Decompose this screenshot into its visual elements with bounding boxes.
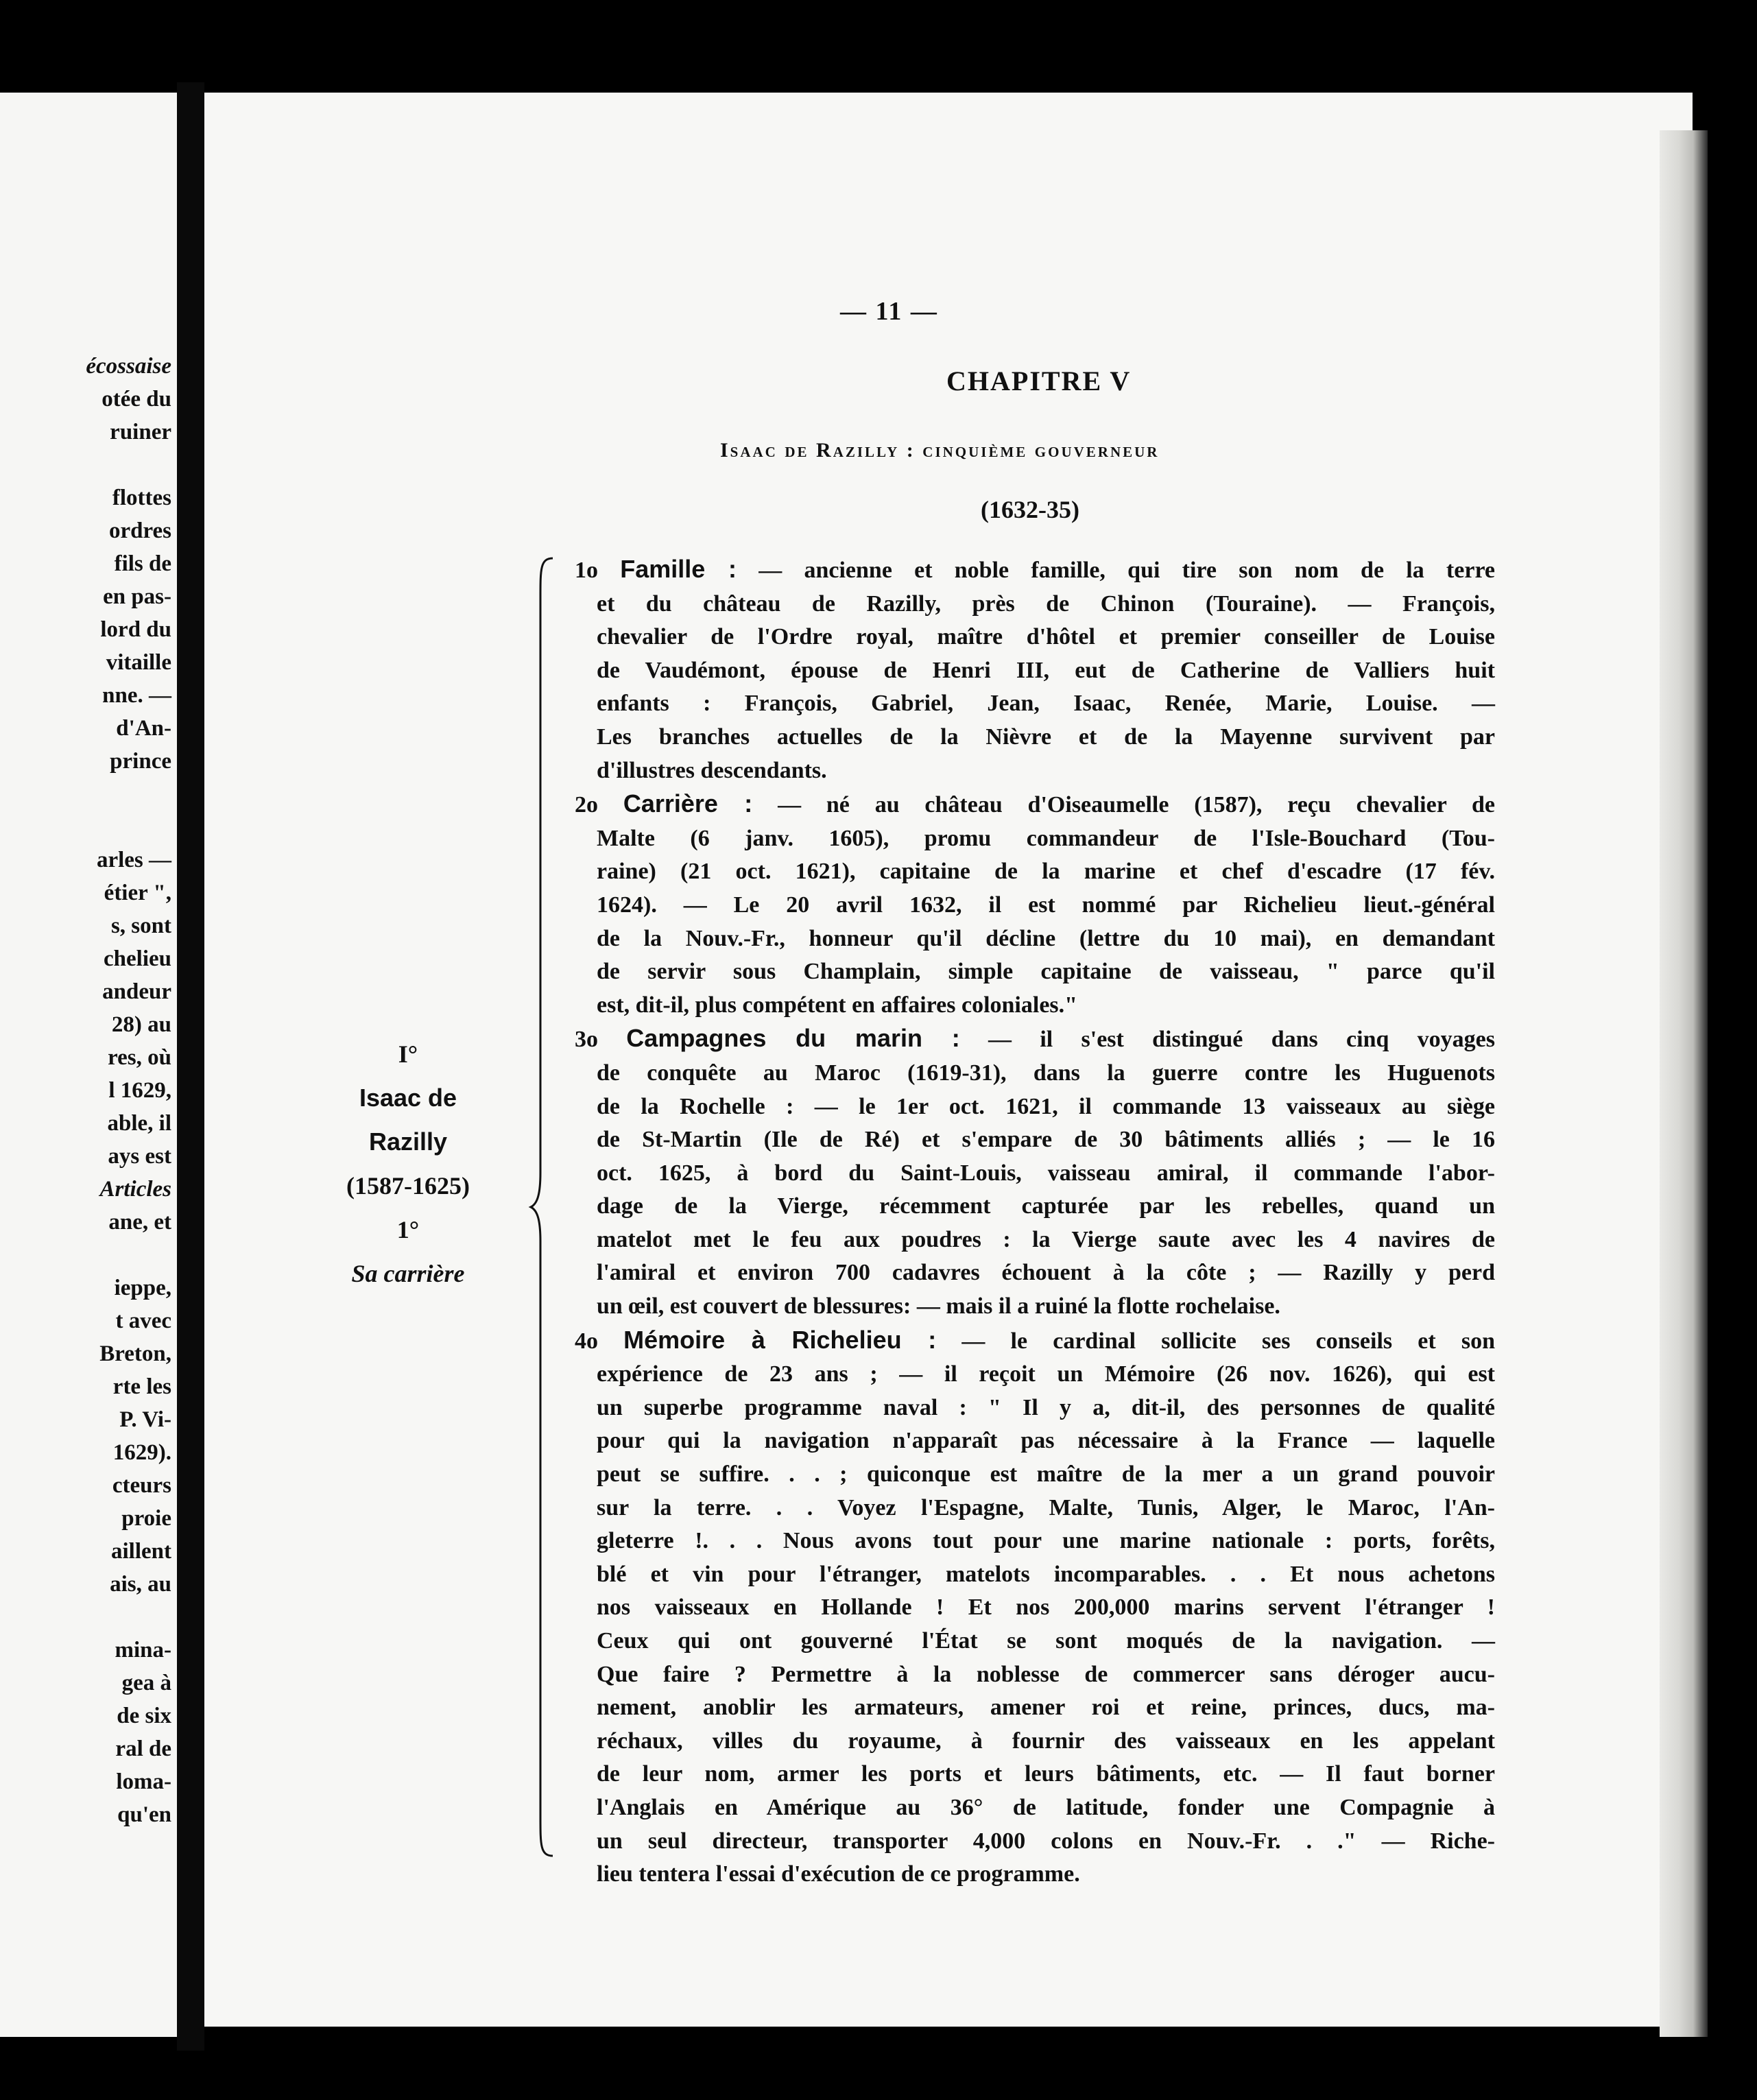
text-line (575, 721, 1495, 754)
line-text: sur la terre. . . Voyez l'Espagne, Malte, Tunis, Alger, le Maroc, l'An- (597, 1494, 1495, 1520)
margin-name-line1: Isaac de (359, 1084, 457, 1112)
line-text: est, dit-il, plus compétent en affaires coloniales." (597, 992, 1078, 1018)
line-text: — le cardinal sollicite ses conseils et son (961, 1328, 1495, 1354)
line-text: — né au château d'Oiseaumelle (1587), reçu chevalier de (778, 792, 1496, 818)
line-text: enfants : François, Gabriel, Jean, Isaac, Renée, Marie, Louise. — (597, 691, 1495, 717)
line-text: un seul directeur, transporter 4,000 colons en Nouv.-Fr. . ." — Riche- (597, 1828, 1495, 1854)
line-text: de leur nom, armer les ports et leurs bâtiments, etc. — Il faut borner (597, 1761, 1495, 1787)
section-heading: Carrière : (623, 789, 753, 818)
left-page-line (7, 1601, 171, 1634)
line-text: peut se suffire. . . ; quiconque est maître de la mer a un grand pouvoir (597, 1461, 1495, 1488)
left-page-line: 28) au (111, 1012, 171, 1037)
line-text: blé et vin pour l'étranger, matelots incomparables. . . Et nous achetons (597, 1561, 1495, 1587)
line-text: expérience de 23 ans ; — il reçoit un Mémoire (26 nov. 1626), qui est (597, 1361, 1495, 1387)
section-heading: Famille : (620, 555, 737, 583)
section-number: 2o (575, 792, 623, 818)
left-page-line: flottes (112, 486, 171, 510)
left-page-line: otée du (101, 387, 171, 411)
text-line (575, 1591, 1495, 1625)
line-text: Ceux qui ont gouverné l'État se sont moqués de la navigation. — (597, 1628, 1495, 1654)
left-page-line: ordres (108, 518, 171, 543)
line-text: chevalier de l'Ordre royal, maître d'hôtel et premier conseiller de Louise (597, 624, 1495, 650)
left-page-line: s, sont (110, 914, 171, 938)
line-text: nos vaisseaux en Hollande ! Et nos 200,000 marins servent l'étranger ! (597, 1595, 1495, 1621)
section-4 (575, 1324, 1495, 1892)
text-line (575, 1725, 1495, 1758)
section-heading: Mémoire à Richelieu : (623, 1325, 937, 1354)
left-page-line: mina- (115, 1638, 171, 1662)
left-page-line: arles — (96, 848, 171, 872)
left-page-line: d'An- (116, 716, 171, 741)
left-page-line: nne. — (102, 683, 171, 708)
text-line (575, 889, 1495, 922)
line-text: de Vaudémont, épouse de Henri III, eut de Catherine de Valliers huit (597, 657, 1495, 683)
text-line (575, 754, 1495, 788)
text-line (575, 1290, 1495, 1324)
left-page-line: vitaille (106, 650, 171, 675)
section-3 (575, 1022, 1495, 1323)
left-page-line: en pas- (103, 584, 171, 609)
text-line (575, 1358, 1495, 1392)
text-line (575, 1057, 1495, 1090)
left-page-line: loma- (116, 1769, 171, 1794)
line-text: l'Anglais en Amérique au 36° de latitude, fonder une Compagnie à (597, 1794, 1495, 1820)
section-number: 4o (575, 1328, 624, 1354)
line-text: raine) (21 oct. 1621), capitaine de la marine et chef d'escadre (17 fév. (597, 859, 1495, 885)
line-text: un œil, est couvert de blessures: — mais il a ruiné la flotte rochelaise. (597, 1293, 1280, 1320)
left-page-line: t avec (115, 1309, 171, 1333)
left-page-line: Breton, (99, 1341, 171, 1366)
line-text: Que faire ? Permettre à la noblesse de commercer sans déroger aucu- (597, 1661, 1495, 1687)
text-line (575, 1424, 1495, 1458)
line-text: — il s'est distingué dans cinq voyages (988, 1027, 1496, 1053)
left-page-line: Articles (99, 1177, 171, 1202)
text-line (575, 621, 1495, 654)
left-page-line: étier ", (104, 881, 171, 905)
text-line (575, 1392, 1495, 1425)
left-page-line: ruiner (110, 420, 171, 444)
left-page-line: ais, au (110, 1572, 171, 1597)
left-page-line: de six (117, 1704, 171, 1728)
left-page-line: gea à (121, 1671, 171, 1695)
left-page-line: ral de (115, 1737, 171, 1761)
left-page-line: chelieu (104, 946, 171, 971)
text-line (575, 1525, 1495, 1558)
text-line (575, 1825, 1495, 1859)
section-number: 3o (575, 1027, 627, 1053)
left-page-line: P. Vi- (119, 1407, 171, 1432)
text-line (575, 855, 1495, 889)
text-line (575, 1022, 1495, 1057)
chapter-title: CHAPITRE V (946, 366, 1132, 396)
text-line (575, 1324, 1495, 1359)
text-line (575, 1157, 1495, 1191)
line-text: nement, anoblir les armateurs, amener roi et reine, princes, ducs, ma- (597, 1695, 1495, 1721)
chapter-dates: (1632-35) (981, 496, 1079, 523)
left-page (0, 93, 177, 2037)
text-line (575, 1492, 1495, 1525)
left-page-line: able, il (107, 1111, 171, 1136)
line-text: de la Rochelle : — le 1er oct. 1621, il commande 13 vaisseaux au siège (597, 1093, 1495, 1119)
left-page-line: aillent (111, 1539, 171, 1564)
text-line (575, 654, 1495, 688)
section-number: 1o (575, 558, 621, 583)
line-text: oct. 1625, à bord du Saint-Louis, vaisseau amiral, il commande l'abor- (597, 1160, 1495, 1186)
left-page-line (7, 1239, 171, 1272)
margin-years: (1587-1625) (346, 1172, 470, 1200)
text-line (575, 989, 1495, 1023)
left-page-line (7, 778, 171, 811)
left-page-line: qu'en (117, 1802, 171, 1827)
left-page-line: l 1629, (108, 1078, 171, 1103)
chapter-body (575, 553, 1495, 1892)
text-line (575, 1558, 1495, 1592)
left-page-line: res, où (108, 1045, 171, 1070)
left-page-line: lord du (100, 617, 171, 642)
line-text: pour qui la navigation n'apparaît pas nécessaire à la France — laquelle (597, 1428, 1495, 1454)
left-page-line: prince (110, 749, 171, 774)
text-line (575, 687, 1495, 721)
book-gutter (177, 82, 204, 2051)
line-text: de conquête au Maroc (1619-31), dans la guerre contre les Huguenots (597, 1060, 1495, 1086)
text-line (575, 1658, 1495, 1692)
text-line (575, 1123, 1495, 1157)
line-text: Les branches actuelles de la Nièvre et de la Mayenne survivent par (597, 724, 1495, 750)
line-text: d'illustres descendants. (597, 757, 827, 783)
text-line (575, 1224, 1495, 1257)
line-text: matelot met le feu aux poudres : la Vierge saute avec les 4 navires de (597, 1226, 1495, 1252)
page-number: — 11 — (840, 297, 938, 326)
left-page-line: écossaise (86, 354, 171, 379)
line-text: dage de la Vierge, récemment capturée par les rebelles, quand un (597, 1193, 1495, 1219)
text-line (575, 1090, 1495, 1124)
margin-name-line2: Razilly (368, 1127, 448, 1156)
margin-caption: Sa carrière (351, 1260, 465, 1287)
text-line (575, 1625, 1495, 1658)
text-line (575, 1858, 1495, 1892)
line-text: un superbe programme naval : " Il y a, dit-il, des personnes de qualité (597, 1394, 1495, 1420)
left-page-line: cteurs (112, 1473, 171, 1498)
line-text: et du château de Razilly, près de Chinon (Touraine). — François, (597, 590, 1495, 617)
left-page-line: 1629). (112, 1440, 171, 1465)
text-line (575, 1758, 1495, 1791)
left-page-text (7, 350, 171, 1831)
text-line (575, 553, 1495, 588)
left-page-line: ane, et (108, 1210, 171, 1234)
line-text: de la Nouv.-Fr., honneur qu'il décline (lettre du 10 mai), en demandant (597, 925, 1495, 951)
margin-note (309, 1036, 507, 1292)
margin-sub-numeral: 1° (396, 1216, 420, 1243)
text-line (575, 1791, 1495, 1825)
text-line (575, 822, 1495, 856)
text-line (575, 955, 1495, 989)
line-text: de servir sous Champlain, simple capitaine de vaisseau, " parce qu'il (597, 959, 1495, 985)
line-text: réchaux, villes du royaume, à fournir des vaisseaux en les appelant (597, 1728, 1495, 1754)
page-edge-shadow (1660, 130, 1708, 2037)
margin-numeral: I° (398, 1040, 418, 1068)
left-page-line (7, 811, 171, 844)
line-text: gleterre !. . . Nous avons tout pour une marine nationale : ports, forêts, (597, 1528, 1495, 1554)
text-line (575, 922, 1495, 956)
line-text: de St-Martin (Ile de Ré) et s'empare de 30 bâtiments alliés ; — le 16 (597, 1127, 1495, 1153)
section-1 (575, 553, 1495, 787)
chapter-subtitle: Isaac de Razilly : cinquième gouverneur (720, 439, 1160, 462)
line-text: Malte (6 janv. 1605), promu commandeur de l'Isle-Bouchard (Tou- (597, 825, 1495, 851)
left-page-line: ays est (108, 1144, 171, 1169)
text-line (575, 1190, 1495, 1224)
section-heading: Campagnes du marin : (626, 1024, 960, 1053)
text-line (575, 1691, 1495, 1725)
line-text: l'amiral et environ 700 cadavres échouent à la côte ; — Razilly y perd (597, 1260, 1495, 1286)
left-page-line: fils de (114, 551, 171, 576)
left-page-line: proie (121, 1506, 171, 1531)
line-text: 1624). — Le 20 avril 1632, il est nommé par Richelieu lieut.-général (597, 892, 1495, 918)
text-line (575, 787, 1495, 822)
text-line (575, 1458, 1495, 1492)
line-text: lieu tentera l'essai d'exécution de ce programme. (597, 1861, 1080, 1887)
text-line (575, 588, 1495, 621)
left-page-line: andeur (102, 979, 171, 1004)
left-page-line: ieppe, (114, 1276, 171, 1300)
line-text: — ancienne et noble famille, qui tire son nom de la terre (758, 558, 1496, 583)
left-page-line (7, 449, 171, 481)
section-2 (575, 787, 1495, 1022)
curly-brace (528, 556, 555, 1859)
left-page-line: rte les (112, 1374, 171, 1399)
text-line (575, 1256, 1495, 1290)
